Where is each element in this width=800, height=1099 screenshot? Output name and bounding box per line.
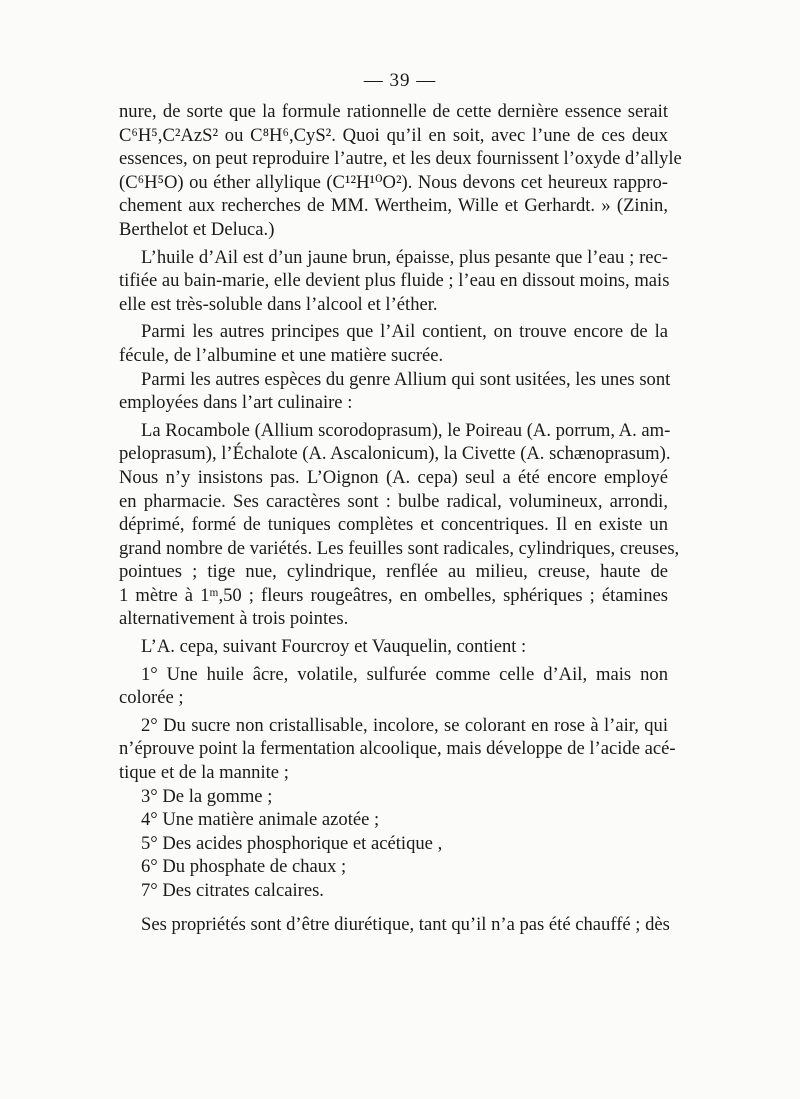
text-line: 1 mètre à 1ᵐ,50 ; fleurs rougeâtres, en ombelles, sphériques ; étamines (119, 584, 668, 606)
text-line: elle est très-soluble dans l’alcool et l’éther. (119, 293, 438, 315)
text-line: grand nombre de variétés. Les feuilles sont radicales, cylindriques, creuses, (119, 537, 680, 559)
body-text (119, 100, 682, 936)
text-line: 2° Du sucre non cristallisable, incolore, se colorant en rose à l’air, qui (141, 714, 668, 736)
text-line: alternativement à trois pointes. (119, 608, 349, 630)
text-line: L’huile d’Ail est d’un jaune brun, épaisse, plus pesante que l’eau ; rec- (141, 246, 668, 268)
text-line: en pharmacie. Ses caractères sont : bulbe radical, volumineux, arrondi, (119, 490, 668, 512)
text-line: fécule, de l’albumine et une matière sucrée. (119, 344, 444, 366)
text-line: Nous n’y insistons pas. L’Oignon (A. cepa) seul a été encore employé (119, 466, 668, 488)
text-line: pointues ; tige nue, cylindrique, renflée au milieu, creuse, haute de (119, 561, 668, 583)
text-line: peloprasum), l’Échalote (A. Ascalonicum), la Civette (A. schænoprasum). (119, 443, 671, 465)
text-line: tifiée au bain-marie, elle devient plus fluide ; l’eau en dissout moins, mais (119, 270, 670, 292)
text-line: tique et de la mannite ; (119, 762, 289, 784)
text-line: C⁶H⁵,C²AzS² ou C⁸H⁶,CyS². Quoi qu’il en soit, avec l’une de ces deux (119, 124, 668, 146)
text-line: Berthelot et Deluca.) (119, 218, 275, 240)
text-line: 3° De la gomme ; (141, 785, 273, 807)
text-line: nure, de sorte que la formule rationnelle de cette dernière essence serait (119, 101, 668, 122)
text-line: 4° Une matière animale azotée ; (141, 809, 380, 831)
text-line: (C⁶H⁵O) ou éther allylique (C¹²H¹⁰O²). Nous devons cet heureux rappro- (119, 171, 668, 193)
text-line: 5° Des acides phosphorique et acétique , (141, 832, 443, 854)
text-line: Ses propriétés sont d’être diurétique, tant qu’il n’a pas été chauffé ; dès (141, 913, 670, 935)
text-line: 7° Des citrates calcaires. (141, 880, 324, 901)
text-line: Parmi les autres principes que l’Ail contient, on trouve encore de la (141, 321, 668, 343)
text-line: déprimé, formé de tuniques complètes et concentriques. Il en existe un (119, 514, 668, 536)
text-line: colorée ; (119, 687, 184, 709)
text-line: n’éprouve point la fermentation alcoolique, mais développe de l’acide acé- (119, 738, 676, 760)
page-number: — 39 — (363, 70, 437, 91)
text-line: La Rocambole (Allium scorodoprasum), le Poireau (A. porrum, A. am- (141, 419, 671, 441)
text-line: Parmi les autres espèces du genre Allium qui sont usitées, les unes sont (141, 368, 671, 390)
text-line: 1° Une huile âcre, volatile, sulfurée comme celle d’Ail, mais non (141, 663, 668, 685)
paragraph-gap (119, 903, 668, 913)
text-line: chement aux recherches de MM. Wertheim, Wille et Gerhardt. » (Zinin, (119, 195, 668, 217)
text-line: employées dans l’art culinaire : (119, 392, 353, 414)
text-line: L’A. cepa, suivant Fourcroy et Vauquelin, contient : (141, 636, 527, 658)
text-line: essences, on peut reproduire l’autre, et les deux fournissent l’oxyde d’allyle (119, 148, 682, 170)
text-line: 6° Du phosphate de chaux ; (141, 856, 347, 878)
